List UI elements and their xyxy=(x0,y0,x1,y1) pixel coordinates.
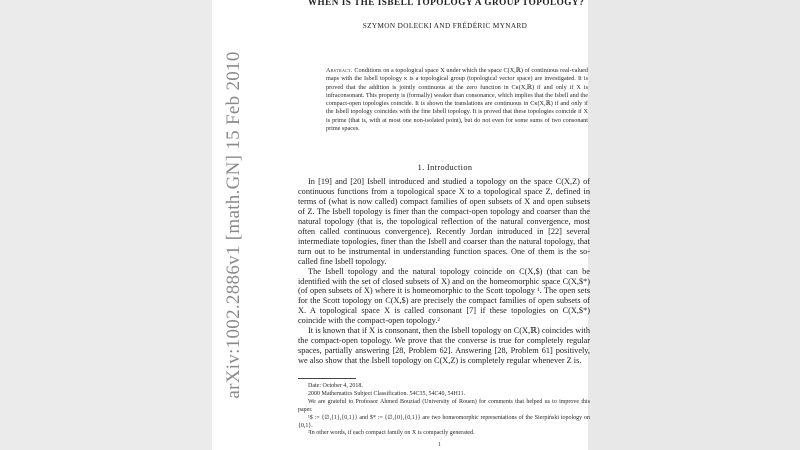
abstract-text: Conditions on a topological space X under which the space C(X,ℝ) of continuous real-valued maps with the Isbell topology κ is a topological group (topological vector space) are investigated. It is proved that the addition is jointly continuous at the zero function in Cκ(X,ℝ) if and only if X is infraconsonant. This property is (formally) weaker than consonance, which implies that the Isbell and the compact-open topologies coincide. It is shown the translations are continuous in Cκ(X,ℝ) if and only if the Isbell topology coincides with the fine Isbell topology. It is proved that these topologies coincide if X is prime (that is, with at most one non-isolated point), but do not even for some sums of two consonant prime spaces. xyxy=(326,67,588,133)
footnote-rule xyxy=(298,378,356,379)
right-backdrop xyxy=(588,0,800,450)
introduction-body xyxy=(298,177,590,366)
footnote-acknowledgement: We are grateful to Professor Ahmed Bouziad (University of Rouen) for comments that helped us to improve this paper. xyxy=(298,398,590,413)
footnotes xyxy=(298,383,590,438)
arxiv-identifier-text: arXiv:1002.2886v1 [math.GN] 15 Feb 2010 xyxy=(223,51,244,399)
left-backdrop xyxy=(0,0,212,450)
footnote-2: ²In other words, if each compact family on X is compactly generated. xyxy=(308,430,475,437)
footnote-1: ¹$ := {∅,{1},{0,1}} and $* := {∅,{0},{0,1}} are two homeomorphic representations of the Sierpiński topology on {0,1}. xyxy=(298,414,590,429)
footnote-classification: 2000 Mathematics Subject Classification. 54C35, 54C40, 54H11. xyxy=(308,390,466,397)
arxiv-identifier-stamp xyxy=(212,0,256,450)
paragraph: The Isbell topology and the natural topology coincide on C(X,$) (that can be identified with the set of closed subsets of X) and on the homeomorphic space C(X,$*) (of open subsets of X) where it is homeomorphic to the Scott topology ¹. The open sets for the Scott topology on C(X,$) are precisely the compact families of open subsets of X. A topological space X is called consonant [7] if these topologies on C(X,$*) coincide with the compact-open topology.² xyxy=(298,266,590,326)
paragraph: It is known that if X is consonant, then the Isbell topology on C(X,ℝ) coincides with the compact-open topology. We prove that the converse is true for completely regular spaces, partially answering [28, Problem 62]. Answering [28, Problem 61] positively, we also show that the Isbell topology on C(X,Z) is completely regular whenever Z is. xyxy=(298,326,590,366)
paragraph: In [19] and [20] Isbell introduced and studied a topology on the space C(X,Z) of continuous functions from a topological space X to a topological space Z, defined in terms of (what is now called) compact families of open subsets of X and open subsets of Z. The Isbell topology is finer than the compact-open topology and coarser than the natural topology (that is, the topological reflection of the natural convergence, most often called continuous convergence). Recently Jordan introduced in [22] several intermediate topologies, finer than the Isbell and coarser than the natural topology, that turn out to be instrumental in understanding function spaces. One of them is the so-called fine Isbell topology. xyxy=(298,177,590,266)
section-heading: 1. Introduction xyxy=(417,163,473,172)
footnote-date: Date: October 4, 2018. xyxy=(308,383,363,389)
abstract xyxy=(326,67,588,133)
paper-authors: SZYMON DOLECKI AND FRÉDÉRIC MYNARD xyxy=(362,22,528,30)
paper-title: WHEN IS THE ISBELL TOPOLOGY A GROUP TOPOLOGY? xyxy=(307,0,585,7)
abstract-label: Abstract. xyxy=(326,67,353,74)
page-number: 1 xyxy=(438,442,441,448)
